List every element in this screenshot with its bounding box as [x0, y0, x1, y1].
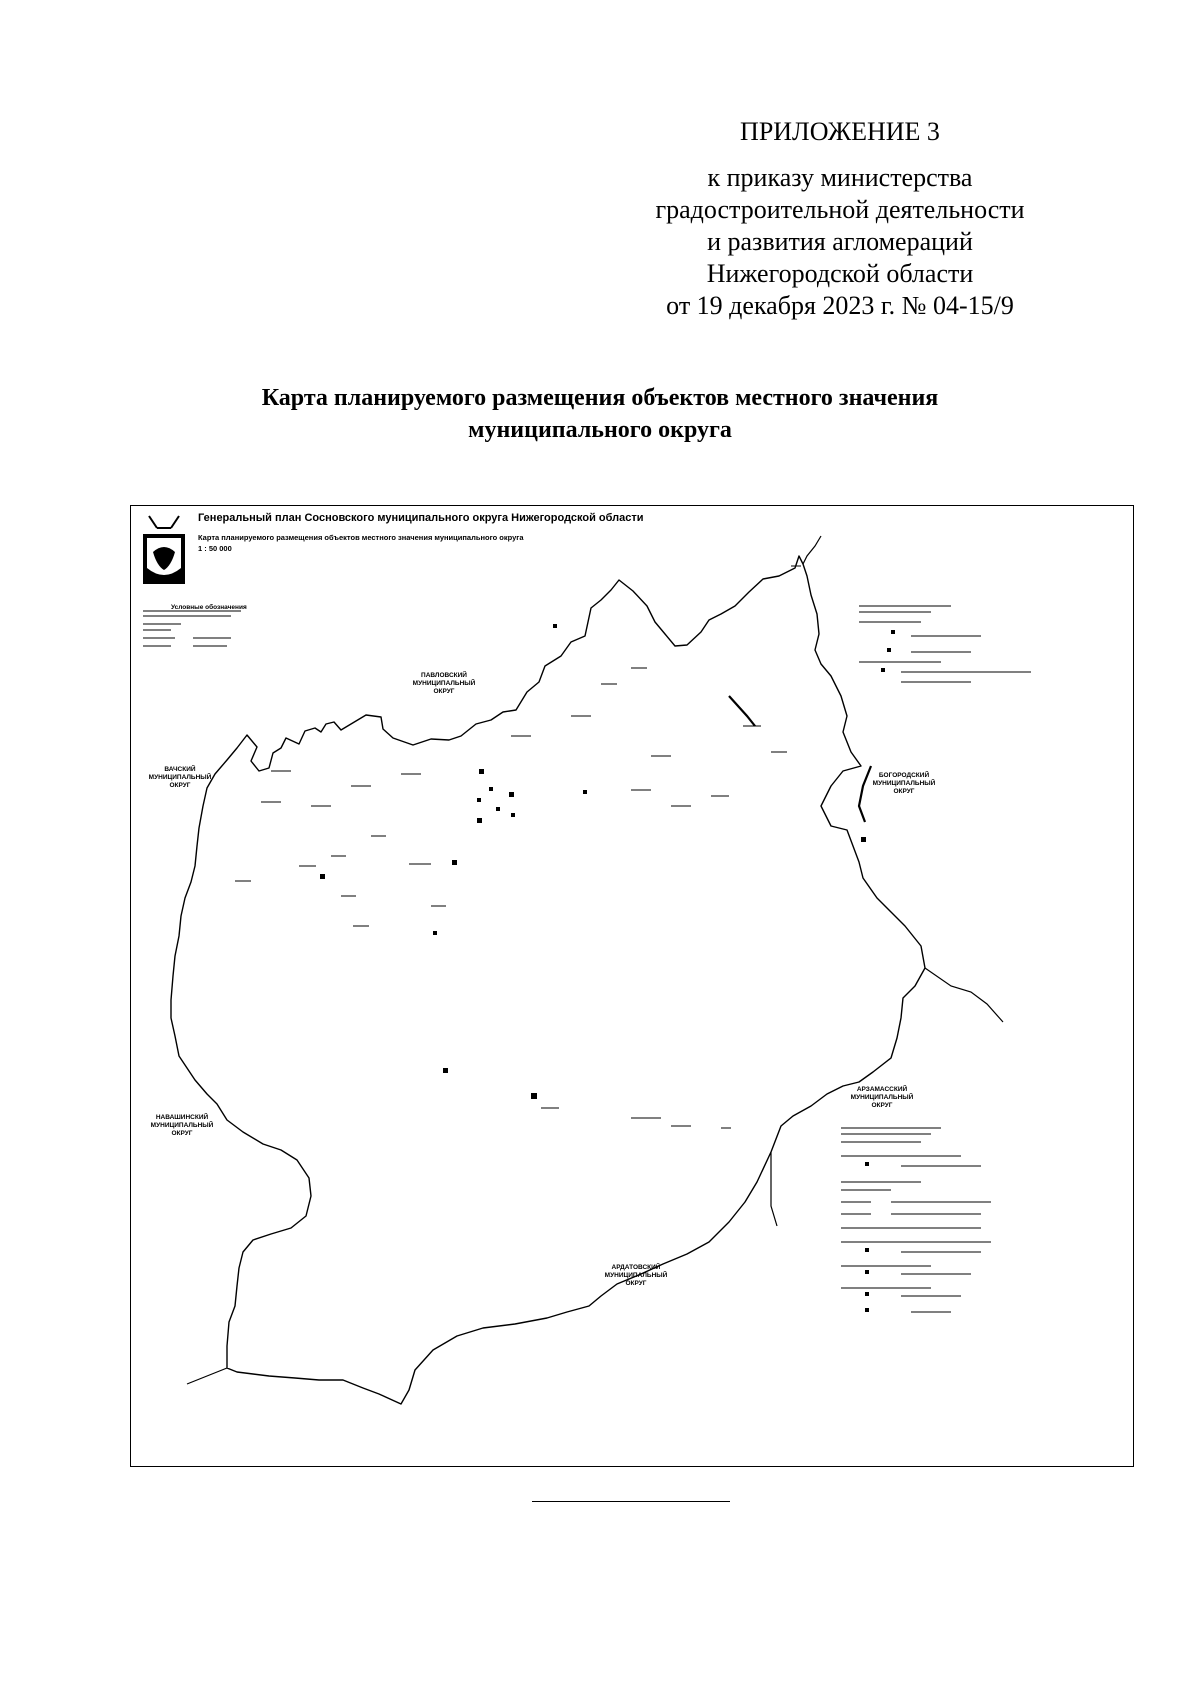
- object-marker: [477, 798, 481, 802]
- neighbor-label-line: БОГОРОДСКИЙ: [878, 772, 930, 779]
- document-title: [100, 382, 1100, 446]
- coat-of-arms-icon: [143, 516, 185, 584]
- map-frame: [130, 505, 1134, 1467]
- road-line: [187, 1368, 227, 1384]
- road-line: [803, 536, 821, 564]
- appendix-line: к приказу министерства: [707, 163, 973, 192]
- neighbor-label-line: МУНИЦИПАЛЬНЫЙ: [150, 1122, 214, 1129]
- appendix-line: и развития агломераций: [707, 227, 973, 256]
- object-marker: [531, 1093, 537, 1099]
- neighbor-label-line: МУНИЦИПАЛЬНЫЙ: [850, 1094, 914, 1101]
- neighbor-label-line: ПАВЛОВСКИЙ: [421, 672, 467, 679]
- object-marker: [477, 818, 482, 823]
- appendix-line: от 19 декабря 2023 г. № 04-15/9: [666, 291, 1014, 320]
- object-marker: [452, 860, 457, 865]
- map-header-subtitle: Карта планируемого размещения объектов местного значения муниципального округа: [198, 533, 524, 542]
- neighbor-label-line: МУНИЦИПАЛЬНЫЙ: [872, 780, 936, 787]
- object-marker: [511, 813, 515, 817]
- object-marker: [553, 624, 557, 628]
- appendix-line: Нижегородской области: [706, 259, 974, 288]
- legend-left: [143, 611, 241, 646]
- neighbor-label-line: ОКРУГ: [433, 688, 455, 695]
- district-map: [131, 506, 1134, 1467]
- neighbor-label-vachsky: [130, 766, 235, 790]
- object-marker: [320, 874, 325, 879]
- neighbor-label-navashinsky: [130, 1114, 237, 1138]
- map-header-title: Генеральный план Сосновского муниципального округа Нижегородской области: [198, 512, 644, 524]
- settlement-marks: [235, 566, 801, 1128]
- neighbor-label-line: ОКРУГ: [171, 1130, 193, 1137]
- footer-rule: [532, 1501, 730, 1502]
- object-marker: [496, 807, 500, 811]
- neighbor-label-line: АРЗАМАССКИЙ: [856, 1086, 908, 1093]
- object-marker: [509, 792, 514, 797]
- road-line: [771, 1152, 777, 1226]
- appendix-details: [640, 162, 1040, 322]
- neighbor-label-pavlovsky: [389, 672, 499, 696]
- neighbor-label-line: ОКРУГ: [625, 1280, 647, 1287]
- object-marker: [479, 769, 484, 774]
- neighbor-label-line: ОКРУГ: [169, 782, 191, 789]
- map-scale: 1 : 50 000: [198, 544, 232, 553]
- neighbor-label-line: ОКРУГ: [871, 1102, 893, 1109]
- document-title-line: Карта планируемого размещения объектов местного значения: [261, 385, 939, 411]
- neighbor-label-line: ВАЧСКИЙ: [164, 766, 196, 773]
- object-marker: [583, 790, 587, 794]
- district-boundary: [171, 556, 925, 1404]
- neighbor-label-line: АРДАТОВСКИЙ: [611, 1264, 661, 1271]
- object-marker: [489, 787, 493, 791]
- road-line: [925, 968, 1003, 1022]
- neighbor-label-line: МУНИЦИПАЛЬНЫЙ: [604, 1272, 668, 1279]
- appendix-line: градостроительной деятельности: [655, 195, 1025, 224]
- neighbor-label-line: МУНИЦИПАЛЬНЫЙ: [148, 774, 212, 781]
- object-marker: [861, 837, 866, 842]
- neighbor-label-bogorodsky: [849, 772, 959, 796]
- neighbor-label-arzamassky: [827, 1086, 937, 1110]
- document-title-line: муниципального округа: [468, 417, 732, 443]
- object-marker: [443, 1068, 448, 1073]
- map-header: [198, 512, 644, 553]
- neighbor-label-line: МУНИЦИПАЛЬНЫЙ: [412, 680, 476, 687]
- legend-right-lower: [841, 1128, 991, 1312]
- neighbor-label-line: ОКРУГ: [893, 788, 915, 795]
- legend-title: Условные обозначения: [171, 604, 247, 611]
- neighbor-label-line: НАВАШИНСКИЙ: [155, 1114, 209, 1121]
- road-line: [729, 696, 755, 726]
- object-marker: [433, 931, 437, 935]
- appendix-title: ПРИЛОЖЕНИЕ 3: [740, 117, 940, 146]
- neighbor-label-ardatovsky: [581, 1264, 691, 1288]
